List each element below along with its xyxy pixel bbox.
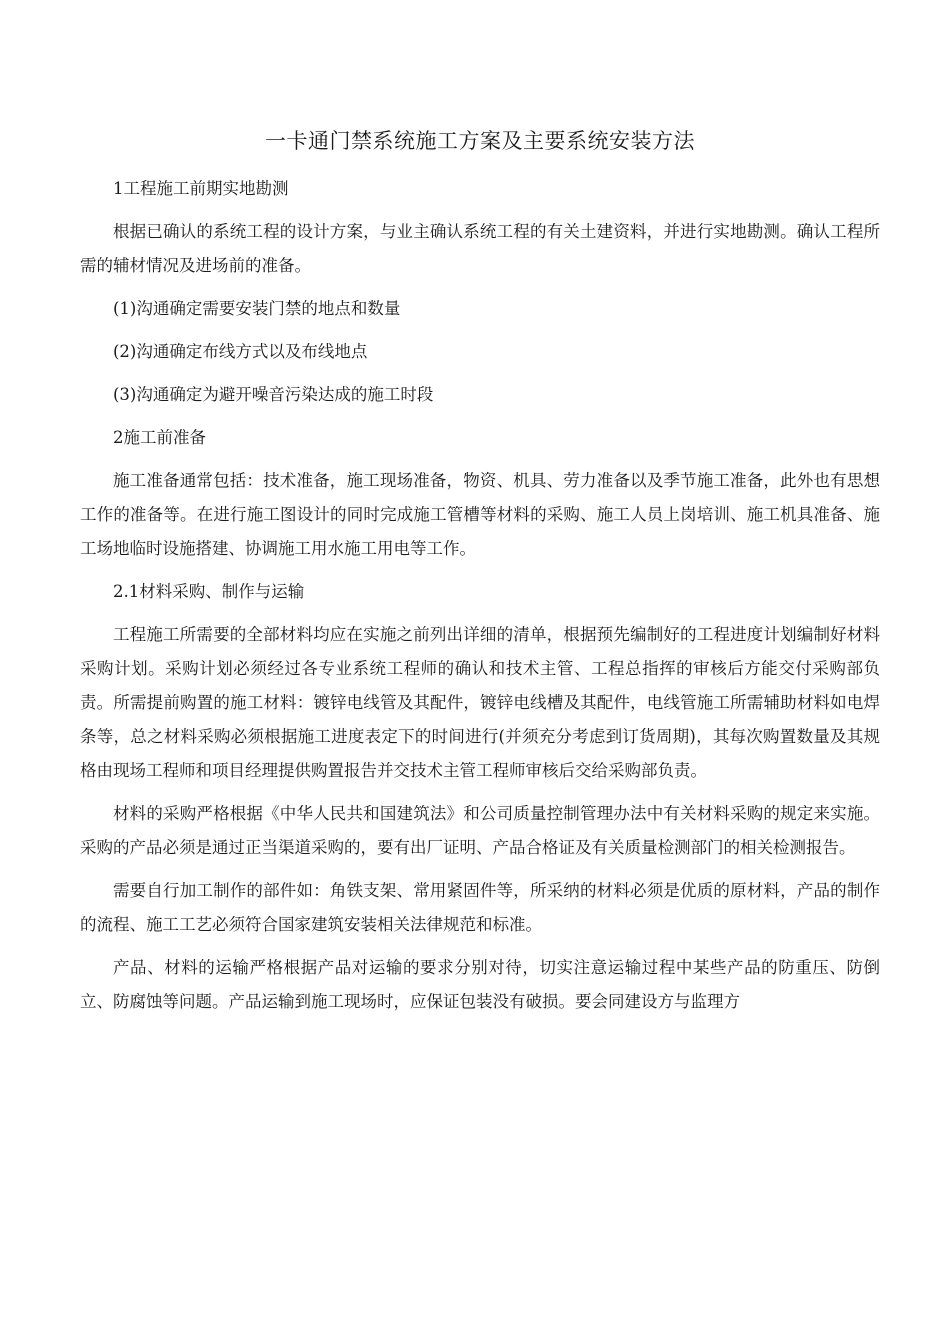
paragraph-preparation: 施工准备通常包括：技术准备，施工现场准备，物资、机具、劳力准备以及季节施工准备，此外也有思想工作的准备等。在进行施工图设计的同时完成施工管槽等材料的采购、施工人员上岗培训、施工机具准备、施工场地临时设施搭建、协调施工用水施工用电等工作。 xyxy=(80,471,880,558)
paragraph-procurement: 材料的采购严格根据《中华人民共和国建筑法》和公司质量控制管理办法中有关材料采购的规定来实施。采购的产品必须是通过正当渠道采购的，要有出厂证明、产品合格证及有关质量检测部门的相关检测报告。 xyxy=(80,804,880,857)
list-item-3: (3)沟通确定为避开噪音污染达成的施工时段 xyxy=(113,385,434,404)
paragraph-materials: 工程施工所需要的全部材料均应在实施之前列出详细的清单，根据预先编制好的工程进度计划编制好材料采购计划。采购计划必须经过各专业系统工程师的确认和技术主管、工程总指挥的审核后方能交付采购部负责。所需提前购置的施工材料：镀锌电线管及其配件，镀锌电线槽及其配件，电线管施工所需辅助材料如电焊条等，总之材料采购必须根据施工进度表定下的时间进行(并须充分考虑到订货周期)，其每次购置数量及其规格由现场工程师和项目经理提供购置报告并交技术主管工程师审核后交给采购部负责。 xyxy=(80,625,880,780)
paragraph-transport: 产品、材料的运输严格根据产品对运输的要求分别对待，切实注意运输过程中某些产品的防重压、防倒立、防腐蚀等问题。产品运输到施工现场时，应保证包装没有破损。要会同建设方与监理方 xyxy=(80,958,880,1011)
document-title: 一卡通门禁系统施工方案及主要系统安装方法 xyxy=(265,129,695,153)
section-heading-2-1: 2.1材料采购、制作与运输 xyxy=(113,582,305,601)
paragraph-fabrication: 需要自行加工制作的部件如：角铁支架、常用紧固件等，所采纳的材料必须是优质的原材料，产品的制作的流程、施工工艺必须符合国家建筑安装相关法律规范和标准。 xyxy=(80,881,880,934)
list-item-2: (2)沟通确定布线方式以及布线地点 xyxy=(113,342,368,361)
section-heading-1: 1工程施工前期实地勘测 xyxy=(113,179,289,198)
paragraph-survey: 根据已确认的系统工程的设计方案，与业主确认系统工程的有关土建资料，并进行实地勘测。确认工程所需的辅材情况及进场前的准备。 xyxy=(80,222,880,275)
document-page xyxy=(80,124,880,1028)
list-item-1: (1)沟通确定需要安装门禁的地点和数量 xyxy=(113,299,401,318)
section-heading-2: 2施工前准备 xyxy=(113,428,206,447)
